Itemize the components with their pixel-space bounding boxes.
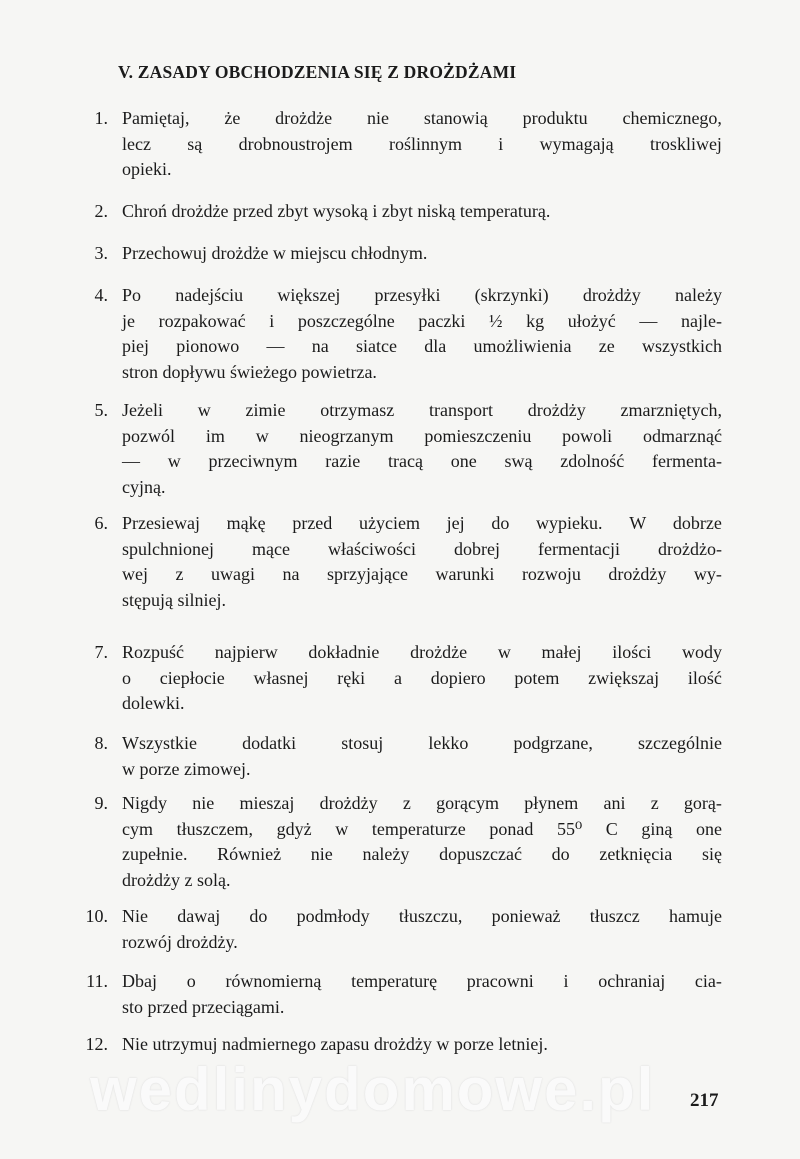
- text-line: [122, 666, 722, 692]
- text-line: [122, 969, 722, 995]
- word: —: [266, 336, 285, 356]
- text-line: cyjną.: [122, 476, 166, 497]
- word: w: [167, 451, 181, 471]
- word: gorą-: [683, 793, 722, 813]
- word: tłuszcz: [589, 906, 640, 926]
- word: powoli: [562, 425, 613, 446]
- word: C: [605, 818, 618, 839]
- word: troskliwej: [649, 133, 722, 154]
- word: swą: [504, 451, 533, 471]
- word: ułożyć: [567, 310, 616, 331]
- word: wszystkich: [641, 336, 722, 356]
- item-text: [122, 199, 722, 225]
- word: a: [393, 667, 402, 688]
- text-line: [122, 334, 722, 360]
- word: ½: [489, 310, 503, 331]
- word: umożliwienia: [473, 336, 572, 356]
- word: ciepłocie: [159, 667, 225, 688]
- word: Dbaj: [122, 971, 157, 991]
- word: lecz: [122, 133, 151, 154]
- word: zmarzniętych,: [620, 400, 722, 420]
- word: ponad: [489, 818, 534, 839]
- word: im: [205, 425, 225, 446]
- text-line: [122, 562, 722, 588]
- word: dobrze: [672, 513, 722, 533]
- section-heading: V. ZASADY OBCHODZENIA SIĘ Z DROŻDŻAMI: [118, 62, 517, 82]
- word: odmarznąć: [643, 425, 722, 446]
- word: one: [695, 818, 722, 839]
- text-line: [122, 842, 722, 868]
- word: dla: [424, 336, 447, 356]
- word: giną: [641, 818, 673, 839]
- word: Również: [217, 844, 282, 864]
- word: Nie: [122, 906, 148, 926]
- word: wody: [681, 642, 722, 662]
- word: ze: [598, 336, 615, 356]
- text-line: stępują silniej.: [122, 589, 226, 610]
- item-number: 8.: [94, 733, 108, 753]
- text-line: Przechowuj drożdże w miejscu chłodnym.: [122, 243, 428, 263]
- word: przeciwnym: [208, 451, 298, 471]
- word: roślinnym: [388, 133, 462, 154]
- word: najle-: [681, 310, 722, 331]
- word: z: [650, 793, 659, 813]
- word: wej: [122, 564, 148, 584]
- item-number: 2.: [94, 201, 108, 221]
- word: stanowią: [423, 108, 488, 128]
- word: Przesiewaj: [122, 513, 200, 533]
- word: jej: [446, 513, 465, 533]
- word: dawaj: [177, 906, 221, 926]
- word: do: [249, 906, 268, 926]
- word: ochraniaj: [598, 971, 666, 991]
- word: dodatki: [242, 733, 297, 753]
- word: nieogrzanym: [299, 425, 394, 446]
- text-line: Nie utrzymuj nadmiernego zapasu drożdży w porze letniej.: [122, 1034, 548, 1054]
- watermark: wedlinydomowe.pl: [90, 1056, 656, 1123]
- word: spulchnionej: [122, 538, 214, 559]
- text-line: dolewki.: [122, 693, 185, 713]
- word: cym: [122, 818, 153, 839]
- word: drobnoustrojem: [238, 133, 353, 154]
- word: temperaturę: [351, 971, 438, 991]
- word: rozwoju: [521, 564, 581, 584]
- word: tłuszczu,: [398, 906, 463, 926]
- word: Rozpuść: [122, 642, 184, 662]
- item-text: [122, 969, 722, 1020]
- word: tłuszczem,: [176, 818, 254, 839]
- item-text: [122, 511, 722, 613]
- page-number: 217: [690, 1090, 719, 1111]
- word: ponieważ: [491, 906, 561, 926]
- word: drożdże: [275, 108, 333, 128]
- text-line: [122, 106, 722, 132]
- word: je: [122, 310, 135, 331]
- word: są: [187, 133, 203, 154]
- word: mąkę: [226, 513, 266, 533]
- word: dopuszczać: [439, 844, 523, 864]
- word: podgrzane,: [513, 733, 593, 753]
- item-number: 7.: [94, 642, 108, 662]
- item-text: [122, 731, 722, 782]
- word: sprzyjające: [327, 564, 408, 584]
- word: tracą: [388, 451, 423, 471]
- text-line: [122, 511, 722, 537]
- word: uwagi: [211, 564, 255, 584]
- word: ręki: [337, 667, 366, 688]
- word: warunki: [435, 564, 495, 584]
- word: najpierw: [214, 642, 278, 662]
- word: o: [186, 971, 196, 991]
- text-line: sto przed przeciągami.: [122, 996, 285, 1017]
- item-number: 6.: [94, 513, 108, 533]
- word: zwiększaj: [588, 667, 660, 688]
- word: zimie: [245, 400, 286, 420]
- word: że: [224, 108, 241, 128]
- word: dokładnie: [308, 642, 380, 662]
- word: zupełnie.: [122, 844, 188, 864]
- word: w: [197, 400, 211, 420]
- text-line: [122, 791, 722, 817]
- word: drożdży: [608, 564, 667, 584]
- word: —: [639, 310, 658, 331]
- word: podmłody: [296, 906, 370, 926]
- word: transport: [429, 400, 493, 420]
- word: nie: [310, 844, 333, 864]
- word: kg: [526, 310, 545, 331]
- word: małej: [541, 642, 582, 662]
- word: potem: [514, 667, 560, 688]
- word: poszczególne: [297, 310, 395, 331]
- word: właściwości: [328, 538, 416, 559]
- word: 55⁰: [556, 818, 583, 839]
- word: drożdży: [319, 793, 378, 813]
- word: otrzymasz: [320, 400, 395, 420]
- word: dopiero: [430, 667, 486, 688]
- word: przesyłki: [374, 285, 441, 305]
- item-text: [122, 1032, 722, 1058]
- word: na: [282, 564, 300, 584]
- word: one: [450, 451, 477, 471]
- word: rozpakować: [158, 310, 246, 331]
- word: (skrzynki): [474, 285, 549, 305]
- word: gdyż: [276, 818, 312, 839]
- word: Nigdy: [122, 793, 167, 813]
- item-text: [122, 241, 722, 267]
- text-line: [122, 537, 722, 563]
- text-line: [122, 817, 722, 843]
- word: ilości: [612, 642, 652, 662]
- word: gorącym: [436, 793, 500, 813]
- word: nie: [366, 108, 389, 128]
- word: własnej: [253, 667, 309, 688]
- word: w: [335, 818, 349, 839]
- word: —: [122, 451, 140, 471]
- word: drożdżo-: [657, 538, 722, 559]
- text-line: [122, 904, 722, 930]
- text-line: [122, 283, 722, 309]
- word: na: [311, 336, 329, 356]
- word: mące: [252, 538, 290, 559]
- word: drożdży: [527, 400, 586, 420]
- word: się: [701, 844, 722, 864]
- word: wy-: [693, 564, 722, 584]
- word: i: [563, 971, 569, 991]
- text-line: [122, 449, 722, 475]
- word: płynem: [524, 793, 579, 813]
- word: Po: [122, 285, 142, 305]
- word: Pamiętaj,: [122, 108, 190, 128]
- item-number: 1.: [94, 108, 108, 128]
- word: do: [491, 513, 510, 533]
- word: szczególnie: [638, 733, 722, 753]
- text-line: Chroń drożdże przed zbyt wysoką i zbyt niską temperaturą.: [122, 201, 551, 221]
- word: i: [269, 310, 275, 331]
- text-line: stron dopływu świeżego powietrza.: [122, 361, 377, 382]
- text-line: rozwój drożdży.: [122, 931, 238, 952]
- item-text: [122, 283, 722, 385]
- word: pozwól: [122, 425, 175, 446]
- word: siatce: [356, 336, 397, 356]
- item-number: 4.: [94, 285, 108, 305]
- word: zdolność: [560, 451, 625, 471]
- word: wypieku.: [536, 513, 603, 533]
- word: z: [175, 564, 184, 584]
- word: pomieszczeniu: [424, 425, 532, 446]
- item-number: 10.: [85, 906, 108, 926]
- word: mieszaj: [239, 793, 295, 813]
- item-text: [122, 106, 722, 183]
- word: produktu: [522, 108, 588, 128]
- word: lekko: [428, 733, 469, 753]
- word: dobrej: [454, 538, 500, 559]
- word: i: [498, 133, 504, 154]
- word: drożdży: [582, 285, 641, 305]
- word: użyciem: [359, 513, 420, 533]
- word: należy: [674, 285, 722, 305]
- item-number: 3.: [94, 243, 108, 263]
- word: Wszystkie: [122, 733, 197, 753]
- word: większej: [277, 285, 341, 305]
- word: temperaturze: [371, 818, 466, 839]
- text-line: [122, 309, 722, 335]
- text-line: drożdży z solą.: [122, 869, 231, 890]
- word: pracowni: [466, 971, 534, 991]
- item-number: 9.: [94, 793, 108, 813]
- word: razie: [325, 451, 361, 471]
- word: W: [629, 513, 647, 533]
- word: z: [402, 793, 411, 813]
- text-line: [122, 640, 722, 666]
- item-number: 5.: [94, 400, 108, 420]
- word: w: [497, 642, 511, 662]
- word: do: [551, 844, 570, 864]
- word: pionowo: [176, 336, 240, 356]
- word: hamuje: [668, 906, 722, 926]
- word: ani: [603, 793, 626, 813]
- word: nadejściu: [175, 285, 244, 305]
- word: zetknięcia: [599, 844, 673, 864]
- word: fermentacji: [538, 538, 620, 559]
- word: drożdże: [410, 642, 468, 662]
- word: należy: [362, 844, 410, 864]
- word: przed: [292, 513, 333, 533]
- text-line: [122, 132, 722, 158]
- text-line: [122, 424, 722, 450]
- item-text: [122, 791, 722, 893]
- word: piej: [122, 336, 149, 356]
- word: chemicznego,: [622, 108, 722, 128]
- word: w: [255, 425, 269, 446]
- word: ilość: [687, 667, 722, 688]
- text-line: w porze zimowej.: [122, 758, 251, 779]
- text-line: [122, 731, 722, 757]
- word: nie: [192, 793, 215, 813]
- word: Jeżeli: [122, 400, 163, 420]
- item-number: 11.: [86, 971, 108, 991]
- item-text: [122, 640, 722, 717]
- text-line: opieki.: [122, 159, 172, 179]
- word: równomierną: [225, 971, 322, 991]
- word: o: [122, 667, 131, 688]
- text-line: [122, 398, 722, 424]
- word: wymagają: [539, 133, 614, 154]
- item-number: 12.: [85, 1034, 108, 1054]
- word: cia-: [694, 971, 722, 991]
- word: stosuj: [341, 733, 384, 753]
- item-text: [122, 398, 722, 500]
- item-text: [122, 904, 722, 955]
- word: paczki: [418, 310, 466, 331]
- word: fermenta-: [652, 451, 722, 471]
